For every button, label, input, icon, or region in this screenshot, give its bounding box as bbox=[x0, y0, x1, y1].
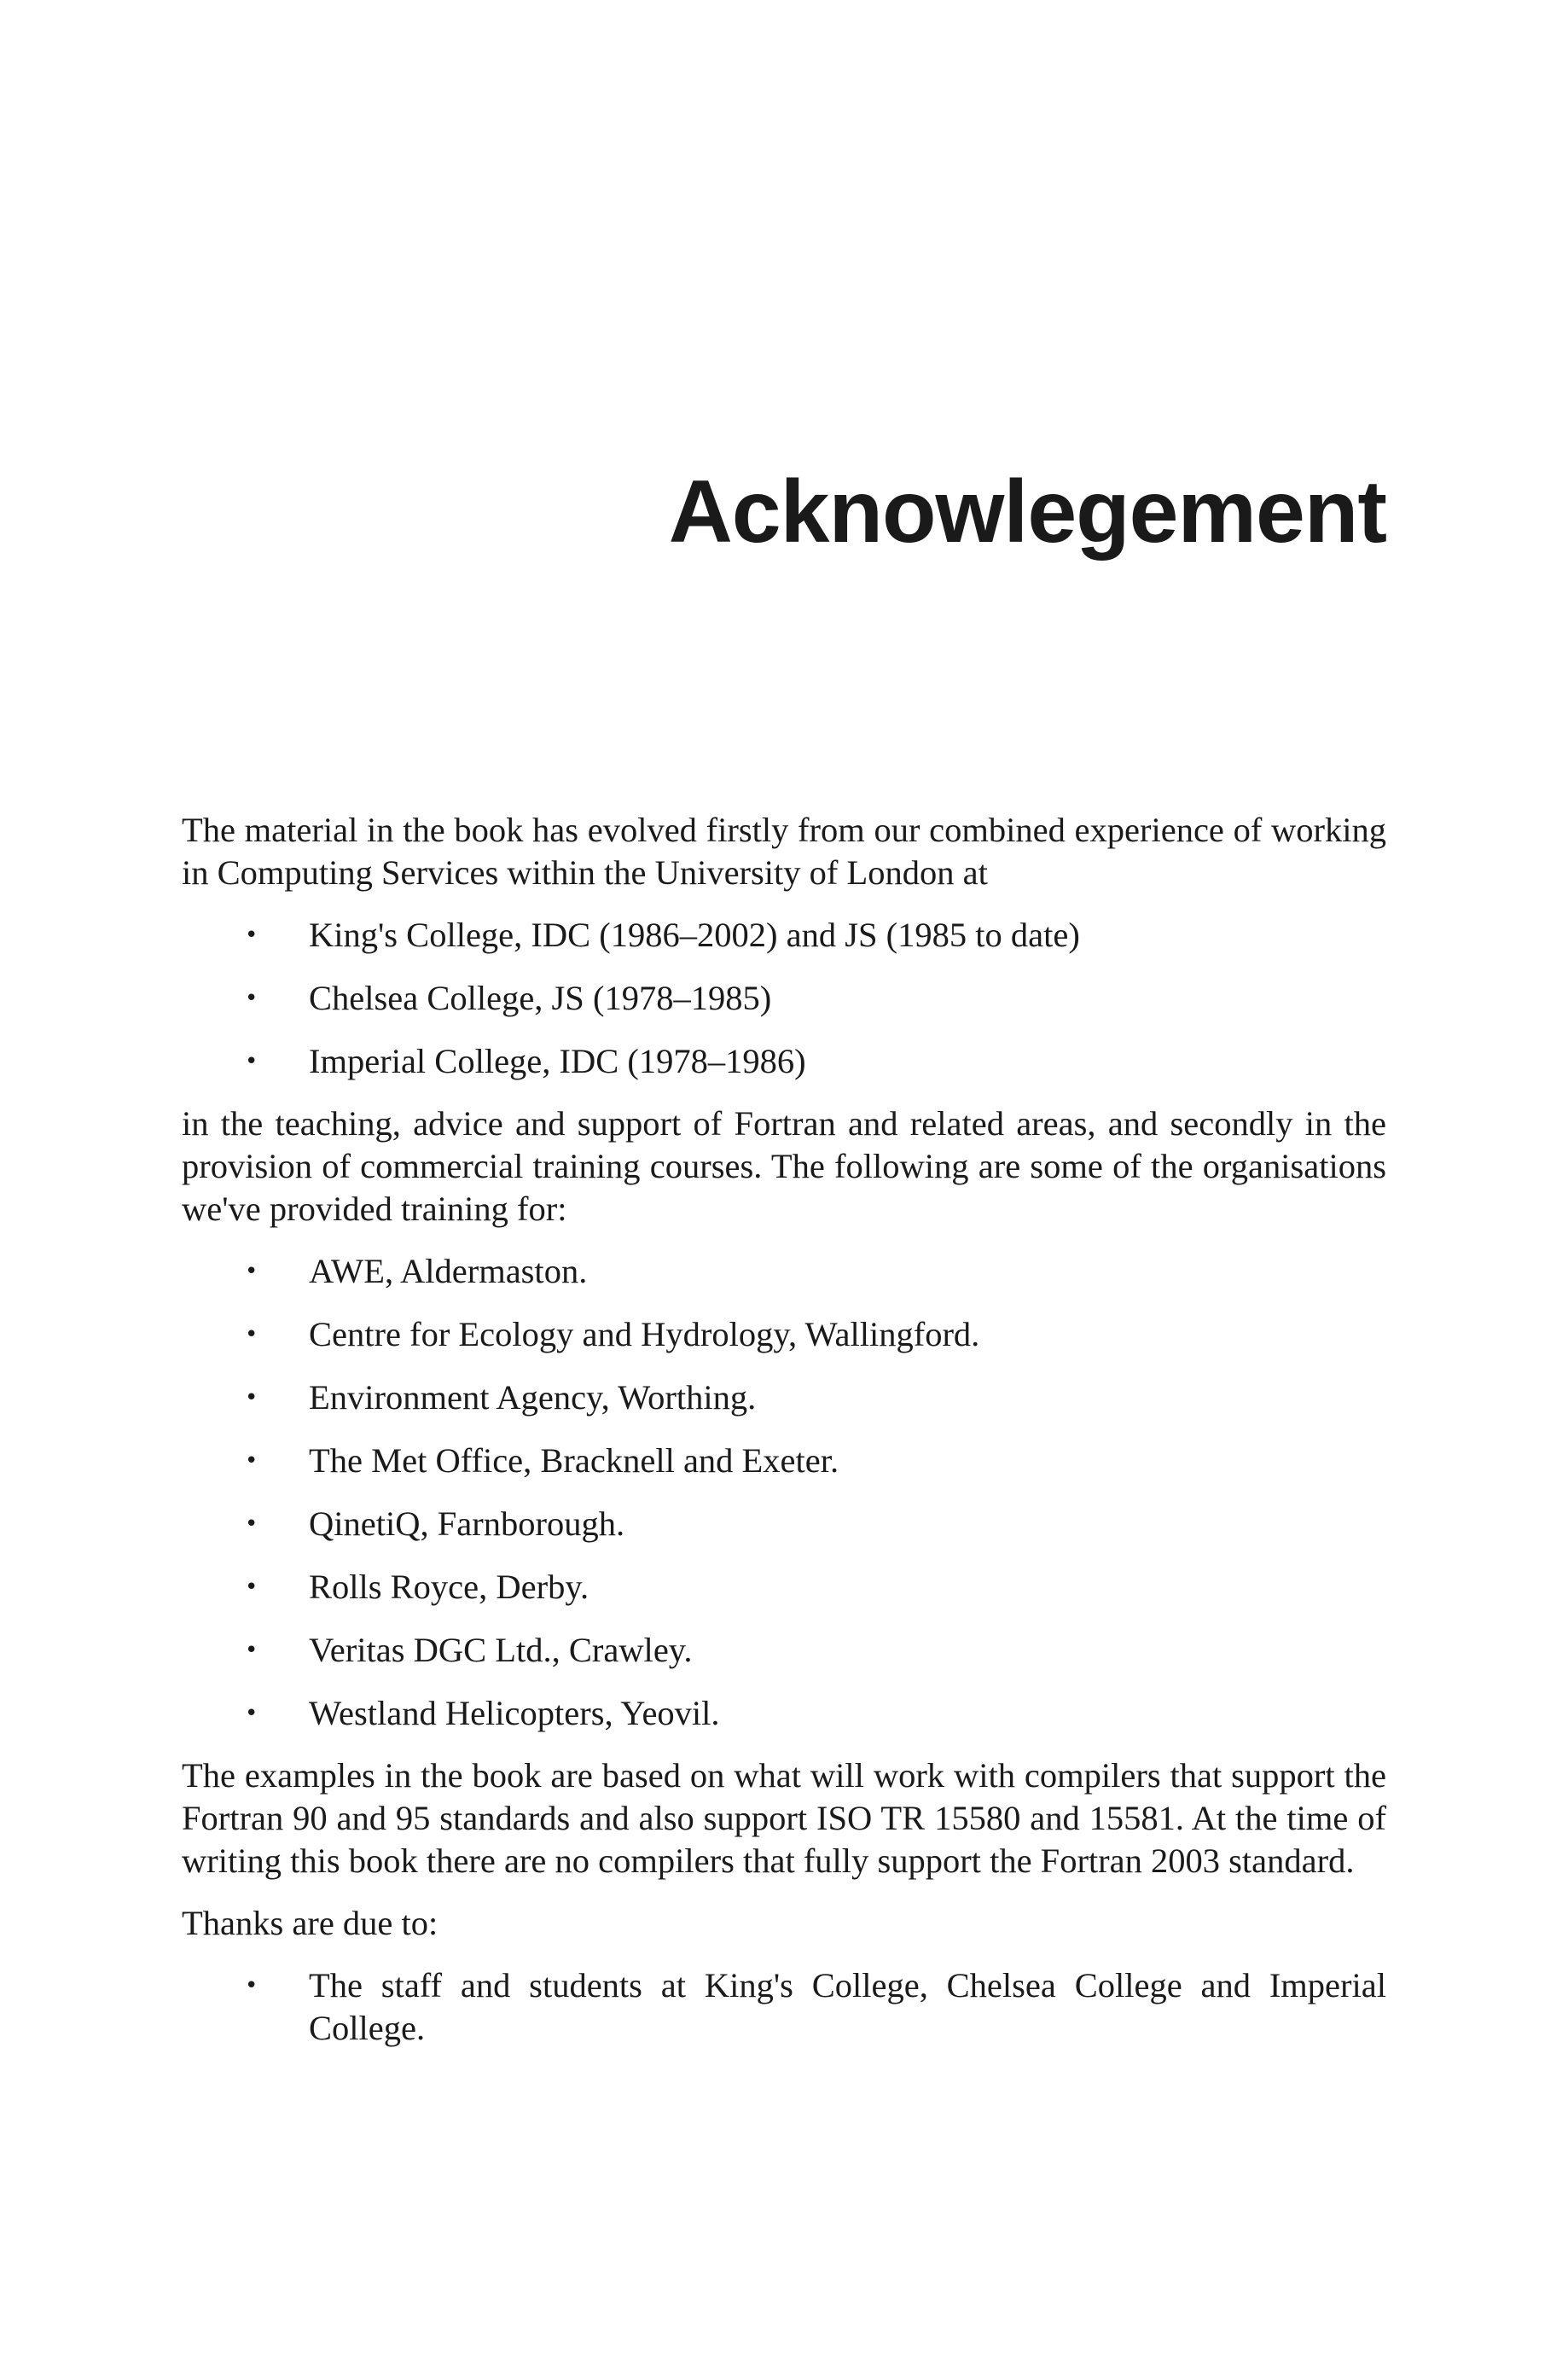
list-item-text: Chelsea College, JS (1978–1985) bbox=[309, 979, 772, 1017]
thanks-list bbox=[182, 1964, 1386, 2050]
bullet-icon: • bbox=[245, 922, 258, 948]
list-item-text: QinetiQ, Farnborough. bbox=[309, 1504, 625, 1543]
examples-paragraph: The examples in the book are based on what will work with compilers that support the Fortran 90 and 95 standards and also support ISO TR 15580 and 15581. At the time of writing this book there are no compilers that fully support the Fortran 2003 standard. bbox=[182, 1756, 1386, 1880]
list-item bbox=[182, 1313, 1386, 1356]
list-item-text: The staff and students at King's College, Chelsea College and Imperial College. bbox=[309, 1966, 1386, 2047]
list-item-text: Centre for Ecology and Hydrology, Wallingford. bbox=[309, 1315, 980, 1353]
bullet-icon: • bbox=[245, 1448, 258, 1474]
list-item bbox=[182, 1566, 1386, 1609]
list-item-text: The Met Office, Bracknell and Exeter. bbox=[309, 1441, 839, 1480]
list-item-text: AWE, Aldermaston. bbox=[309, 1252, 588, 1290]
list-item bbox=[182, 1964, 1386, 2050]
list-item bbox=[182, 1503, 1386, 1545]
list-item-text: Imperial College, IDC (1978–1986) bbox=[309, 1042, 806, 1080]
document-page bbox=[182, 0, 1386, 2368]
bullet-icon: • bbox=[245, 986, 258, 1011]
bullet-icon: • bbox=[245, 1322, 258, 1347]
list-item bbox=[182, 1692, 1386, 1735]
bullet-icon: • bbox=[245, 1511, 258, 1537]
bullet-icon: • bbox=[245, 1049, 258, 1074]
list-item-text: King's College, IDC (1986–2002) and JS (1985 to date) bbox=[309, 916, 1080, 954]
thanks-intro: Thanks are due to: bbox=[182, 1904, 438, 1942]
page-title: Acknowlegement bbox=[668, 463, 1386, 561]
intro-paragraph: The material in the book has evolved firstly from our combined experience of working in Computing Services within the University of London at bbox=[182, 811, 1386, 892]
bullet-icon: • bbox=[245, 1574, 258, 1600]
list-item-text: Westland Helicopters, Yeovil. bbox=[309, 1694, 720, 1732]
list-item bbox=[182, 1629, 1386, 1672]
bullet-icon: • bbox=[245, 1973, 258, 1999]
colleges-list bbox=[182, 914, 1386, 1083]
training-paragraph: in the teaching, advice and support of Fortran and related areas, and secondly in the provision of commercial training courses. The following are some of the organisations we've provided training for: bbox=[182, 1104, 1386, 1228]
list-item bbox=[182, 1040, 1386, 1083]
page-body bbox=[182, 809, 1386, 2069]
list-item-text: Rolls Royce, Derby. bbox=[309, 1568, 589, 1606]
bullet-icon: • bbox=[245, 1701, 258, 1726]
list-item-text: Environment Agency, Worthing. bbox=[309, 1378, 757, 1417]
list-item bbox=[182, 1376, 1386, 1419]
bullet-icon: • bbox=[245, 1259, 258, 1284]
list-item bbox=[182, 914, 1386, 957]
bullet-icon: • bbox=[245, 1638, 258, 1663]
bullet-icon: • bbox=[245, 1385, 258, 1411]
list-item bbox=[182, 1250, 1386, 1293]
organisations-list bbox=[182, 1250, 1386, 1735]
list-item-text: Veritas DGC Ltd., Crawley. bbox=[309, 1631, 693, 1669]
list-item bbox=[182, 1440, 1386, 1482]
list-item bbox=[182, 977, 1386, 1020]
